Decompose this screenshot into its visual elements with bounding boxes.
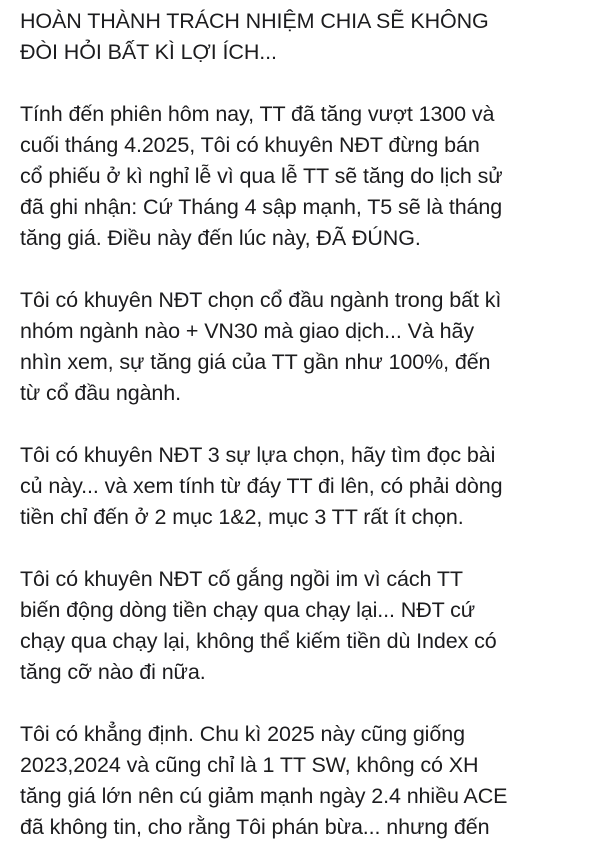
text-line: tăng giá. Điều này đến lúc này, ĐÃ ĐÚNG. (20, 226, 421, 250)
text-line: củ này... và xem tính từ đáy TT đi lên, có phải dòng (20, 474, 503, 498)
text-line: Tính đến phiên hôm nay, TT đã tăng vượt 1300 và (20, 102, 495, 126)
text-line: tiền chỉ đến ở 2 mục 1&2, mục 3 TT rất ít chọn. (20, 505, 464, 529)
text-line: Tôi có khuyên NĐT cố gắng ngồi im vì cách TT (20, 567, 463, 591)
post-paragraph (20, 99, 595, 254)
text-line: ĐÒI HỎI BẤT KÌ LỢI ÍCH... (20, 40, 277, 64)
text-line: cuối tháng 4.2025, Tôi có khuyên NĐT đừng bán (20, 133, 480, 157)
text-line: tăng giá lớn nên cú giảm mạnh ngày 2.4 nhiều ACE (20, 784, 508, 808)
post-heading (20, 6, 595, 68)
post-paragraph (20, 564, 595, 688)
text-line: 2023,2024 và cũng chỉ là 1 TT SW, không có XH (20, 753, 479, 777)
text-line: HOÀN THÀNH TRÁCH NHIỆM CHIA SẼ KHÔNG (20, 9, 489, 33)
text-line: cổ phiếu ở kì nghỉ lễ vì qua lễ TT sẽ tăng do lịch sử (20, 164, 503, 188)
text-line: nhìn xem, sự tăng giá của TT gần như 100%, đến (20, 350, 491, 374)
post-paragraph (20, 719, 595, 843)
post-body (20, 6, 595, 843)
text-line: tăng cỡ nào đi nữa. (20, 660, 206, 684)
text-line: biến động dòng tiền chạy qua chạy lại... NĐT cứ (20, 598, 476, 622)
post-paragraph (20, 440, 595, 533)
text-line: chạy qua chạy lại, không thể kiếm tiền dù Index có (20, 629, 497, 653)
text-line: đã không tin, cho rằng Tôi phán bừa... nhưng đến (20, 815, 490, 839)
text-line: từ cổ đầu ngành. (20, 381, 182, 405)
post-paragraph (20, 285, 595, 409)
text-line: nhóm ngành nào + VN30 mà giao dịch... Và hãy (20, 319, 474, 343)
text-line: Tôi có khuyên NĐT chọn cổ đầu ngành trong bất kì (20, 288, 502, 312)
text-line: Tôi có khẳng định. Chu kì 2025 này cũng giống (20, 722, 465, 746)
text-line: đã ghi nhận: Cứ Tháng 4 sập mạnh, T5 sẽ là tháng (20, 195, 503, 219)
text-line: Tôi có khuyên NĐT 3 sự lựa chọn, hãy tìm đọc bài (20, 443, 496, 467)
